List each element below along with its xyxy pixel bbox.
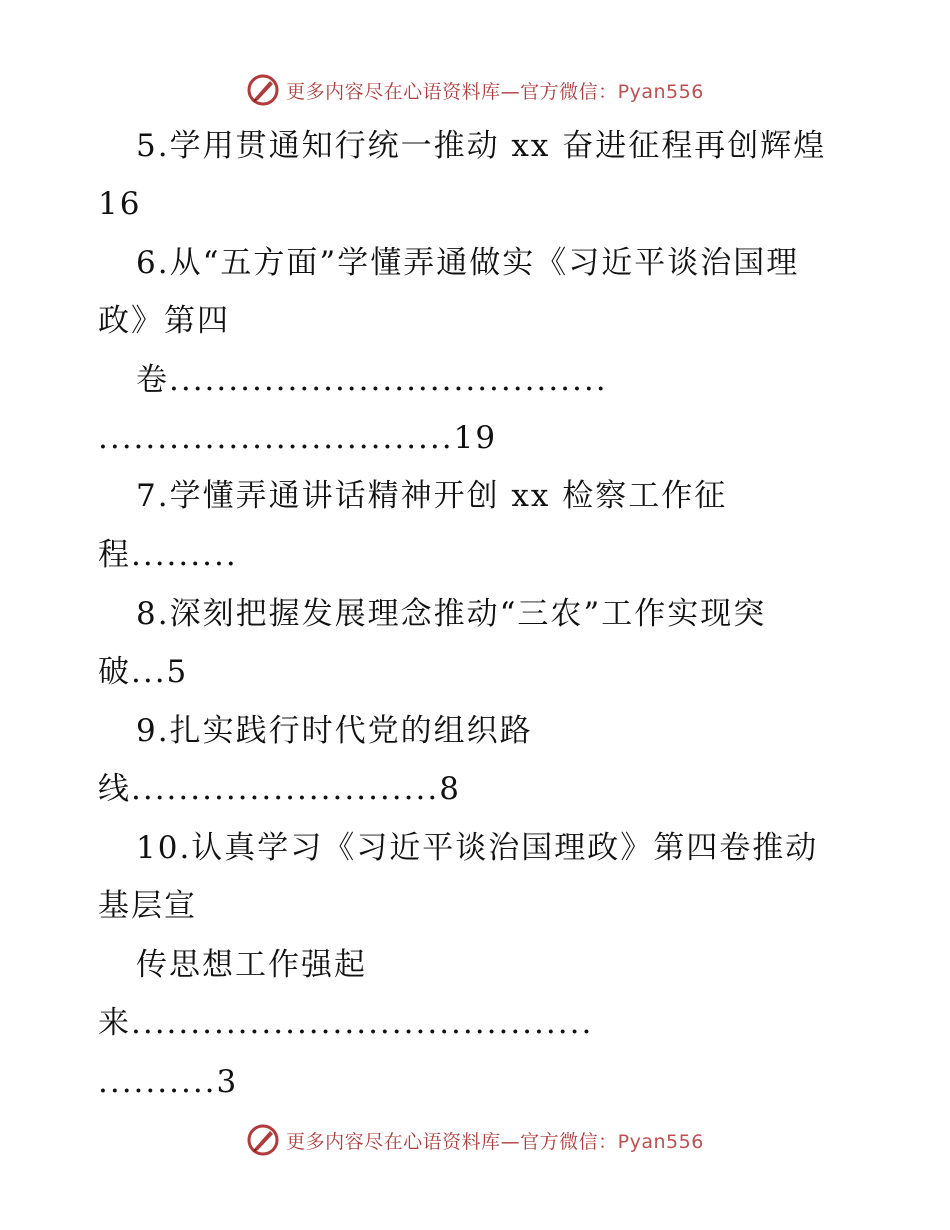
- banner-text: 更多内容尽在心语资料库—官方微信：Pyan556: [286, 80, 704, 103]
- wechat-id: Pyan556: [617, 1130, 704, 1153]
- pen-logo-icon: [246, 73, 280, 107]
- toc-page-6: ..............................19: [98, 420, 498, 456]
- toc-entry-10-cont2: 传思想工作强起: [136, 947, 367, 983]
- wechat-id: Pyan556: [617, 80, 704, 103]
- footer-banner: [0, 1120, 950, 1160]
- toc-page-10: ..........3: [98, 1064, 239, 1100]
- header-banner: [0, 70, 950, 110]
- pen-logo-icon: [246, 1123, 280, 1157]
- toc-page-8: 破...5: [98, 654, 189, 690]
- toc-entry-10-cont: 基层宣: [98, 888, 197, 924]
- toc-entry-10: 10.认真学习《习近平谈治国理政》第四卷推动: [136, 830, 819, 866]
- toc-entry-6: 6.从“五方面”学懂弄通做实《习近平谈治国理: [136, 245, 800, 281]
- toc-entry-8: 8.深刻把握发展理念推动“三农”工作实现突: [136, 596, 767, 632]
- toc-entry-7: 7.学懂弄通讲话精神开创 xx 检察工作征: [136, 478, 728, 514]
- toc-page-9: 线..........................8: [98, 771, 461, 807]
- toc-entry-10-cont3: 来.......................................: [98, 1005, 594, 1041]
- toc-entry-6-cont: 政》第四: [98, 303, 230, 339]
- toc-entry-5: 5.学用贯通知行统一推动 xx 奋进征程再创辉煌: [136, 128, 827, 164]
- toc-page-7: 程.........: [98, 537, 238, 573]
- toc-entry-6-cont2: 卷.....................................: [136, 362, 608, 398]
- banner-text: 更多内容尽在心语资料库—官方微信：Pyan556: [286, 1130, 704, 1153]
- toc-page-5: 16: [98, 186, 142, 222]
- toc-entry-9: 9.扎实践行时代党的组织路: [136, 713, 533, 749]
